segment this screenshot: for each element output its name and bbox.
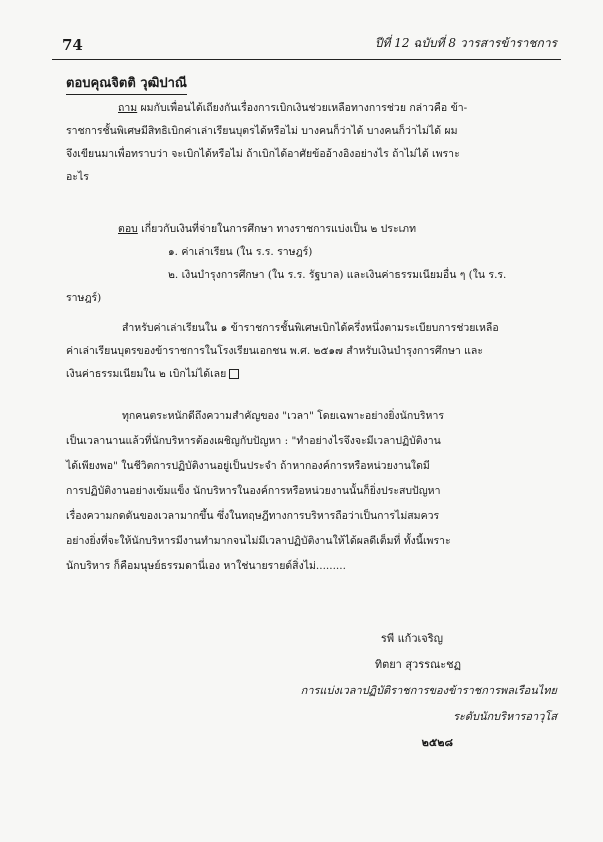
question-line-2: ราชการชั้นพิเศษมีสิทธิเบิกค่าเล่าเรียนบุตรได้หรือไม่ บางคนก็ว่าได้ บางคนก็ว่าไม่ได้ ผม	[66, 125, 458, 137]
answer-block	[66, 218, 557, 310]
note-block	[66, 317, 557, 386]
essay-line-3: ได้เพียงพอ" ในชีวิตการปฏิบัติงานอยู่เป็นประจำ ถ้าหากองค์การหรือหน่วยงานใดมี	[66, 460, 430, 472]
essay-line-7: นักบริหาร ก็คือมนุษย์ธรรมดานี่เอง หาใช่นายรายด์สิ่งไม่.........	[66, 560, 346, 572]
source-year: ๒๕๒๘	[421, 736, 453, 749]
answer-label: ตอบ	[118, 223, 138, 235]
answer-item-2: ๒. เงินบำรุงการศึกษา (ใน ร.ร. รัฐบาล) และเงินค่าธรรมเนียมอื่น ๆ (ใน ร.ร.	[168, 269, 507, 281]
question-block	[66, 97, 557, 189]
essay-line-5: เรื่องความกดดันของเวลามากขึ้น ซึ่งในทฤษฎีทางการบริหารถือว่าเป็นการไม่สมควร	[66, 510, 440, 522]
section-title: ตอบคุณจิตติ วุฒิปาณี	[66, 72, 187, 95]
running-header: ปีที่ 12 ฉบับที่ 8 วารสารข้าราชการ	[374, 36, 557, 50]
question-line-4: อะไร	[66, 171, 89, 183]
essay-line-2: เป็นเวลานานแล้วที่นักบริหารต้องเผชิญกับปัญหา : "ทำอย่างไรจึงจะมีเวลาปฏิบัติงาน	[66, 435, 441, 447]
note-line-2: ค่าเล่าเรียนบุตรของข้าราชการในโรงเรียนเอกชน พ.ศ. ๒๕๑๗ สำหรับเงินบำรุงการศึกษา และ	[66, 345, 483, 357]
essay-block	[66, 404, 557, 579]
question-line-3: จึงเขียนมาเพื่อทราบว่า จะเบิกได้หรือไม่ ถ้าเบิกได้อาศัยข้ออ้างอิงอย่างไร ถ้าไม่ได้ เพราะ	[66, 148, 460, 160]
answer-item-2-continued: ราษฎร์)	[66, 292, 102, 304]
page-number: 74	[62, 36, 83, 54]
note-line-3: เงินค่าธรรมเนียมใน ๒ เบิกไม่ได้เลย	[66, 363, 557, 386]
answer-item-1: ๑. ค่าเล่าเรียน (ใน ร.ร. ราษฎร์)	[168, 246, 313, 258]
note-line-1: สำหรับค่าเล่าเรียนใน ๑ ข้าราชการชั้นพิเศษเบิกได้ครึ่งหนึ่งตามระเบียบการช่วยเหลือ	[122, 322, 499, 334]
end-mark-box	[229, 369, 239, 379]
author-name-2: ทิตยา สุวรรณะชฏ	[374, 658, 461, 671]
essay-line-6: อย่างยิ่งที่จะให้นักบริหารมีงานทำมากจนไม่มีเวลาปฏิบัติงานให้ได้ผลดีเต็มที่ ทั้งนี้เพราะ	[66, 535, 451, 547]
signature-block	[197, 626, 557, 756]
source-title: การแบ่งเวลาปฏิบัติราชการของข้าราชการพลเรือนไทย	[300, 684, 557, 697]
source-subtitle: ระดับนักบริหารอาวุโส	[453, 710, 557, 723]
question-line-1: ถาม ผมกับเพื่อนได้เถียงกันเรื่องการเบิกเงินช่วยเหลือทางการช่วย กล่าวคือ ข้า-	[118, 102, 468, 114]
answer-intro-line: ตอบ เกี่ยวกับเงินที่จ่ายในการศึกษา ทางราชการแบ่งเป็น ๒ ประเภท	[118, 223, 417, 235]
essay-line-1: ทุกคนตระหนักดีถึงความสำคัญของ "เวลา" โดยเฉพาะอย่างยิ่งนักบริหาร	[122, 410, 444, 422]
question-label: ถาม	[118, 102, 138, 114]
essay-line-4: การปฏิบัติงานอย่างเข้มแข็ง นักบริหารในองค์การหรือหน่วยงานนั้นก็ยิ่งประสบปัญหา	[66, 485, 441, 497]
author-name-1: รพี แก้วเจริญ	[380, 632, 443, 645]
header-rule	[52, 59, 561, 60]
